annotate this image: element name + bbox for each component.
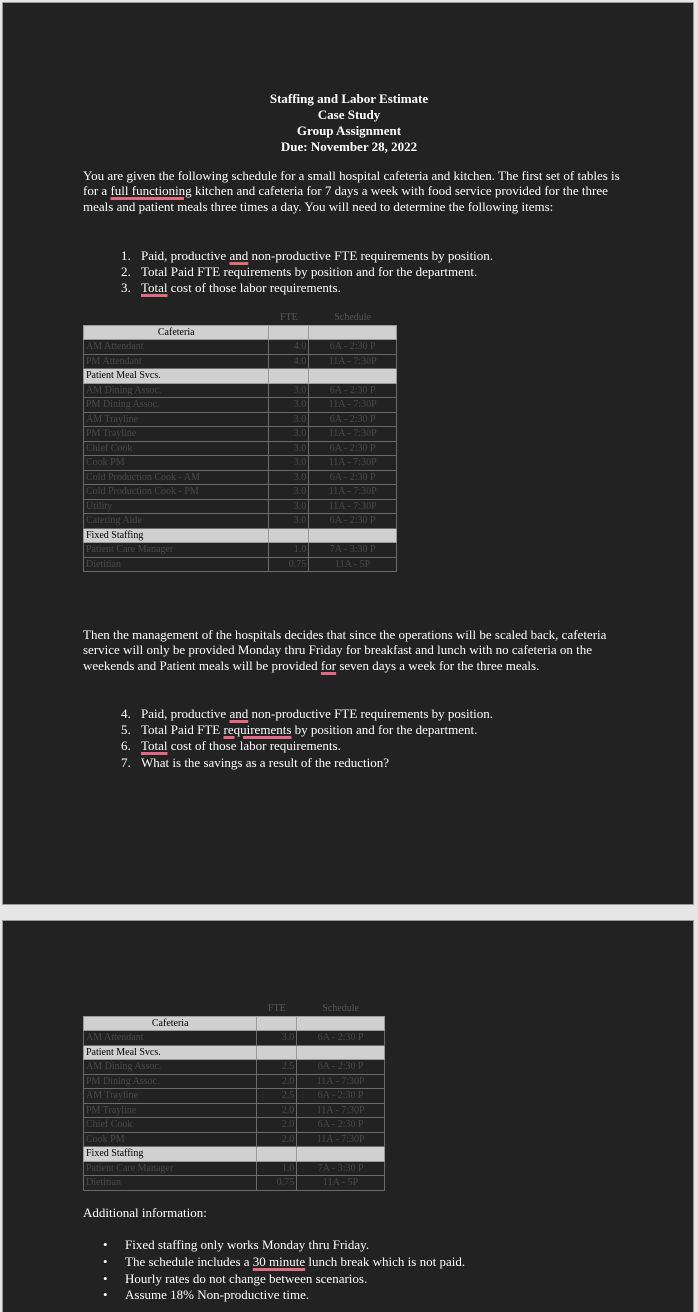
position-cell: AM Attendant	[84, 1031, 257, 1046]
fte-cell: 0.75	[269, 557, 309, 572]
section-row	[84, 369, 397, 384]
fte-cell: 2.0	[257, 1118, 297, 1133]
position-cell: Dietitian	[84, 557, 269, 572]
fte-cell: 1.0	[269, 543, 309, 558]
fte-cell: 3.0	[269, 383, 309, 398]
table-row	[84, 557, 397, 572]
fte-cell: 3.0	[269, 499, 309, 514]
list-item: 3. Total cost of those labor requirements.	[121, 280, 341, 296]
table-row	[84, 514, 397, 529]
section-schedule-blank	[297, 1016, 385, 1031]
fte-cell: 3.0	[269, 456, 309, 471]
table-header-row	[84, 1002, 385, 1016]
position-cell: AM Dining Assoc.	[84, 383, 269, 398]
section-fte-blank	[257, 1016, 297, 1031]
section-schedule-blank	[309, 325, 397, 340]
schedule-cell: 6A - 2:30 P	[309, 514, 397, 529]
header-blank	[84, 1002, 257, 1016]
position-cell: AM Dining Assoc.	[84, 1060, 257, 1075]
fte-cell: 3.0	[269, 427, 309, 442]
section-schedule-blank	[297, 1147, 385, 1162]
bullet-item: • Fixed staffing only works Monday thru Friday.	[103, 1237, 465, 1254]
list-item: 1. Paid, productive and non-productive FTE requirements by position.	[121, 248, 494, 263]
page-2	[2, 920, 694, 1312]
header-schedule: Schedule	[334, 312, 371, 323]
requirements-list-2	[121, 706, 493, 771]
title-line: Case Study	[317, 107, 381, 122]
position-cell: PM Trayline	[84, 427, 269, 442]
bullet-item: • Assume 18% Non-productive time.	[103, 1287, 465, 1304]
section-schedule-blank	[309, 369, 397, 384]
position-cell: Dietitian	[84, 1176, 257, 1191]
fte-cell: 0.75	[257, 1176, 297, 1191]
section-fte-blank	[257, 1045, 297, 1060]
fte-cell: 3.0	[269, 398, 309, 413]
schedule-cell: 11A - 7:30P	[297, 1132, 385, 1147]
header-schedule: Schedule	[322, 1003, 359, 1014]
additional-bullets	[103, 1237, 465, 1304]
list-item: 5. Total Paid FTE requirements by position and for the department.	[121, 722, 478, 738]
schedule-cell: 11A - 5P	[309, 557, 397, 572]
table-row	[84, 485, 397, 500]
fte-cell: 3.0	[269, 441, 309, 456]
section-fte-blank	[257, 1147, 297, 1162]
page-1	[2, 2, 694, 905]
position-cell: Patient Care Manager	[84, 543, 269, 558]
section-title: Cafeteria	[84, 325, 269, 340]
list-item: 4. Paid, productive and non-productive FTE requirements by position.	[121, 706, 494, 721]
position-cell: PM Dining Assoc.	[84, 1074, 257, 1089]
scenario2-paragraph: Then the management of the hospitals decides that since the operations will be scaled back, cafeteria service will only be provided Monday thru Friday for breakfast and lunch with no cafeteria on the weekends and Patient meals will be provided for seven days a week for the three meals.	[83, 627, 607, 673]
schedule-cell: 11A - 7:30P	[309, 499, 397, 514]
table-header-row	[84, 311, 397, 325]
staffing-table-full	[83, 311, 397, 572]
schedule-cell: 6A - 2:30 P	[309, 441, 397, 456]
title-line: Staffing and Labor Estimate	[269, 91, 429, 106]
position-cell: Chief Cook	[84, 441, 269, 456]
table-row	[84, 340, 397, 355]
section-fte-blank	[269, 369, 309, 384]
table-row	[84, 1089, 385, 1104]
table-row	[84, 1161, 385, 1176]
table-row	[84, 1118, 385, 1133]
section-schedule-blank	[297, 1045, 385, 1060]
position-cell: PM Trayline	[84, 1103, 257, 1118]
position-cell: Cook PM	[84, 1132, 257, 1147]
fte-cell: 4.0	[269, 340, 309, 355]
title-line: Due: November 28, 2022	[280, 139, 418, 154]
schedule-cell: 11A - 7:30P	[309, 354, 397, 369]
section-row	[84, 528, 397, 543]
bullet-item: • The schedule includes a 30 minute lunch break which is not paid.	[103, 1254, 465, 1271]
intro-paragraph: You are given the following schedule for a small hospital cafeteria and kitchen. The first set of tables is for a full functioning kitchen and cafeteria for 7 days a week with food service provided for the three meals and patient meals three times a day. You will need to determine the following items:	[83, 168, 620, 214]
schedule-cell: 11A - 7:30P	[297, 1074, 385, 1089]
section-title: Cafeteria	[84, 1016, 257, 1031]
schedule-cell: 11A - 7:30P	[309, 456, 397, 471]
fte-cell: 1.0	[257, 1161, 297, 1176]
position-cell: Chief Cook	[84, 1118, 257, 1133]
title-line: Group Assignment	[296, 123, 402, 138]
section-title: Patient Meal Svcs.	[84, 1045, 257, 1060]
schedule-cell: 7A - 3:30 P	[297, 1161, 385, 1176]
table-row	[84, 383, 397, 398]
table-row	[84, 441, 397, 456]
table-row	[84, 470, 397, 485]
position-cell: PM Dining Assoc.	[84, 398, 269, 413]
fte-cell: 3.0	[269, 412, 309, 427]
list-item: 6. Total cost of those labor requirements.	[121, 738, 341, 754]
section-row	[84, 1147, 385, 1162]
position-cell: Patient Care Manager	[84, 1161, 257, 1176]
table-row	[84, 412, 397, 427]
schedule-cell: 11A - 5P	[297, 1176, 385, 1191]
section-title: Patient Meal Svcs.	[84, 369, 269, 384]
table-row	[84, 499, 397, 514]
fte-cell: 2.5	[257, 1060, 297, 1075]
schedule-cell: 6A - 2:30 P	[309, 383, 397, 398]
table-row	[84, 398, 397, 413]
section-title: Fixed Staffing	[84, 1147, 257, 1162]
table-row	[84, 427, 397, 442]
header-fte: FTE	[279, 312, 298, 323]
position-cell: AM Attendant	[84, 340, 269, 355]
position-cell: Utility	[84, 499, 269, 514]
section-row	[84, 1045, 385, 1060]
staffing-table-reduced	[83, 1002, 385, 1191]
position-cell: Cold Production Cook - PM	[84, 485, 269, 500]
requirements-list-1	[121, 248, 493, 297]
fte-cell: 3.0	[269, 470, 309, 485]
fte-cell: 4.0	[269, 354, 309, 369]
position-cell: Cold Production Cook - AM	[84, 470, 269, 485]
fte-cell: 3.0	[269, 514, 309, 529]
schedule-cell: 11A - 7:30P	[309, 427, 397, 442]
schedule-cell: 6A - 2:30 P	[297, 1118, 385, 1133]
section-fte-blank	[269, 528, 309, 543]
position-cell: AM Trayline	[84, 1089, 257, 1104]
section-title: Fixed Staffing	[84, 528, 269, 543]
fte-cell: 2.5	[257, 1089, 297, 1104]
section-fte-blank	[269, 325, 309, 340]
schedule-cell: 11A - 7:30P	[309, 398, 397, 413]
additional-heading: Additional information:	[83, 1205, 207, 1220]
schedule-cell: 6A - 2:30 P	[309, 412, 397, 427]
list-item: 7. What is the savings as a result of the reduction?	[121, 754, 390, 770]
fte-cell: 2.0	[257, 1074, 297, 1089]
schedule-cell: 6A - 2:30 P	[297, 1089, 385, 1104]
schedule-cell: 6A - 2:30 P	[309, 470, 397, 485]
header-fte: FTE	[267, 1003, 286, 1014]
table-row	[84, 1074, 385, 1089]
schedule-cell: 11A - 7:30P	[309, 485, 397, 500]
schedule-cell: 6A - 2:30 P	[297, 1060, 385, 1075]
table-row	[84, 1132, 385, 1147]
schedule-cell: 6A - 2:30 P	[297, 1031, 385, 1046]
schedule-cell: 11A - 7:30P	[297, 1103, 385, 1118]
position-cell: Catering Aide	[84, 514, 269, 529]
section-row	[84, 1016, 385, 1031]
table-row	[84, 543, 397, 558]
section-row	[84, 325, 397, 340]
schedule-cell: 6A - 2:30 P	[309, 340, 397, 355]
position-cell: PM Attendant	[84, 354, 269, 369]
table-row	[84, 354, 397, 369]
table-row	[84, 1103, 385, 1118]
fte-cell: 3.0	[269, 485, 309, 500]
position-cell: AM Trayline	[84, 412, 269, 427]
table-row	[84, 1060, 385, 1075]
fte-cell: 3.0	[257, 1031, 297, 1046]
table-row	[84, 456, 397, 471]
table-row	[84, 1176, 385, 1191]
schedule-cell: 7A - 3:30 P	[309, 543, 397, 558]
header-blank	[84, 311, 269, 325]
section-schedule-blank	[309, 528, 397, 543]
position-cell: Cook PM	[84, 456, 269, 471]
document-title	[3, 91, 695, 155]
fte-cell: 2.0	[257, 1103, 297, 1118]
list-item: 2. Total Paid FTE requirements by position and for the department.	[121, 264, 478, 280]
fte-cell: 2.0	[257, 1132, 297, 1147]
table-row	[84, 1031, 385, 1046]
bullet-item: • Hourly rates do not change between scenarios.	[103, 1271, 465, 1288]
